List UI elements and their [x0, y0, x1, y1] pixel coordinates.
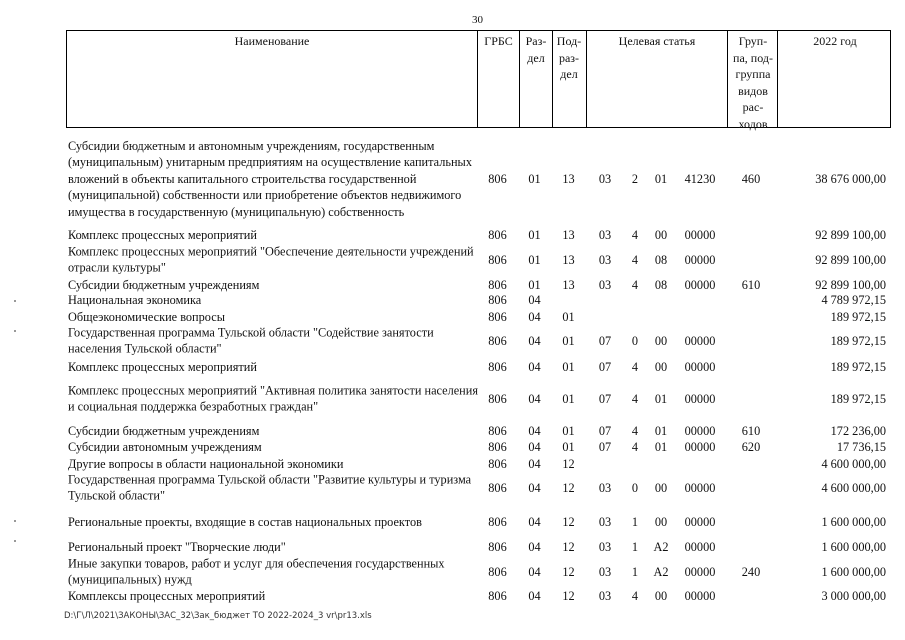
- cell-t3: 01: [654, 423, 668, 438]
- cell-t2: 4: [631, 439, 639, 454]
- cell-prz: 01: [562, 391, 575, 406]
- cell-rz: 01: [528, 277, 541, 292]
- cell-t1: 07: [598, 391, 612, 406]
- cell-sum: 189 972,15: [830, 391, 886, 406]
- row-name: Комплекс процессных мероприятий "Активная политика занятости населения и социальная поддержка безработных граждан": [68, 383, 478, 414]
- table-row: [66, 438, 891, 455]
- cell-t1: 03: [598, 277, 612, 292]
- cell-t1: 03: [598, 564, 612, 579]
- cell-prz: 13: [562, 171, 575, 186]
- cell-rz: 04: [528, 439, 541, 454]
- cell-grbs: 806: [488, 564, 507, 579]
- row-name: Государственная программа Тульской области "Содействие занятости населения Тульской области": [68, 325, 434, 356]
- cell-t1: 03: [598, 252, 612, 267]
- cell-t4: 00000: [684, 333, 716, 348]
- cell-sum: 4 600 000,00: [821, 480, 886, 495]
- page-number: 30: [472, 14, 483, 26]
- cell-t3: A2: [653, 564, 669, 579]
- cell-t3: 01: [654, 439, 668, 454]
- cell-sum: 17 736,15: [836, 439, 886, 454]
- cell-rz: 01: [528, 171, 541, 186]
- cell-t4: 00000: [684, 588, 716, 603]
- cell-t3: 01: [654, 391, 668, 406]
- cell-vr: 240: [741, 564, 761, 579]
- cell-rz: 04: [528, 309, 541, 324]
- scan-mark: [14, 300, 16, 302]
- cell-t2: 4: [631, 391, 639, 406]
- cell-rz: 04: [528, 292, 541, 307]
- cell-grbs: 806: [488, 391, 507, 406]
- cell-prz: 01: [562, 333, 575, 348]
- header-group: Груп- па, под- группа видов рас- ходов: [733, 34, 773, 131]
- cell-grbs: 806: [488, 333, 507, 348]
- cell-prz: 12: [562, 456, 575, 471]
- cell-t4: 00000: [684, 439, 716, 454]
- cell-prz: 01: [562, 423, 575, 438]
- cell-rz: 04: [528, 423, 541, 438]
- cell-t1: 03: [598, 588, 612, 603]
- cell-t3: 00: [654, 333, 668, 348]
- cell-t4: 00000: [684, 514, 716, 529]
- cell-t1: 07: [598, 359, 612, 374]
- cell-prz: 12: [562, 480, 575, 495]
- cell-t1: 03: [598, 514, 612, 529]
- cell-prz: 13: [562, 277, 575, 292]
- cell-rz: 04: [528, 480, 541, 495]
- row-name: Иные закупки товаров, работ и услуг для обеспечения государственных (муниципальных) нужд: [68, 556, 445, 587]
- cell-t2: 4: [631, 359, 639, 374]
- row-name: Национальная экономика: [68, 292, 202, 307]
- header-year: 2022 год: [813, 34, 857, 48]
- cell-t2: 1: [631, 539, 639, 554]
- cell-rz: 01: [528, 227, 541, 242]
- cell-sum: 189 972,15: [830, 309, 886, 324]
- table-row: [66, 358, 891, 375]
- row-name: Комплекс процессных мероприятий "Обеспечение деятельности учреждений отрасли культуры": [68, 244, 474, 275]
- row-name: Субсидии бюджетным учреждениям: [68, 277, 260, 292]
- row-name: Комплексы процессных мероприятий: [68, 588, 266, 603]
- cell-t2: 4: [631, 423, 639, 438]
- cell-t2: 0: [631, 480, 639, 495]
- header-razdel: Раз- дел: [525, 34, 547, 65]
- cell-sum: 4 600 000,00: [821, 456, 886, 471]
- cell-t2: 4: [631, 277, 639, 292]
- table-header: [66, 30, 891, 131]
- cell-prz: 01: [562, 359, 575, 374]
- cell-sum: 92 899 100,00: [815, 252, 886, 267]
- cell-sum: 4 789 972,15: [821, 292, 886, 307]
- cell-t3: 00: [654, 514, 668, 529]
- cell-grbs: 806: [488, 252, 507, 267]
- cell-rz: 04: [528, 514, 541, 529]
- scan-mark: [14, 330, 16, 332]
- cell-grbs: 806: [488, 227, 507, 242]
- cell-t3: 00: [654, 588, 668, 603]
- scan-mark: [14, 540, 16, 542]
- cell-t1: 03: [598, 171, 612, 186]
- table-row: [66, 243, 891, 276]
- cell-prz: 01: [562, 439, 575, 454]
- cell-t3: 08: [654, 252, 668, 267]
- cell-t4: 00000: [684, 359, 716, 374]
- table-row: [66, 292, 891, 308]
- cell-sum: 189 972,15: [830, 359, 886, 374]
- cell-t4: 00000: [684, 564, 716, 579]
- cell-vr: 610: [741, 277, 761, 292]
- cell-t2: 1: [631, 564, 639, 579]
- divider: [727, 31, 728, 127]
- cell-prz: 01: [562, 309, 575, 324]
- cell-sum: 92 899 100,00: [815, 227, 886, 242]
- table-row: [66, 505, 891, 538]
- table-row: [66, 538, 891, 555]
- table-row: [66, 455, 891, 472]
- row-name: Другие вопросы в области национальной экономики: [68, 456, 344, 471]
- cell-t4: 41230: [684, 171, 716, 186]
- cell-prz: 12: [562, 514, 575, 529]
- row-name: Региональные проекты, входящие в состав национальных проектов: [68, 514, 422, 529]
- cell-t1: 07: [598, 333, 612, 348]
- cell-vr: 460: [741, 171, 761, 186]
- cell-vr: 610: [741, 423, 761, 438]
- cell-prz: 12: [562, 539, 575, 554]
- header-name: Наименование: [234, 34, 310, 48]
- cell-t2: 4: [631, 588, 639, 603]
- file-path: D:\Г\Л\2021\ЗАКОНЫ\ЗАС_32\Зак_бюджет ТО 2022-2024_3 vr\pr13.xls: [64, 611, 372, 621]
- cell-grbs: 806: [488, 456, 507, 471]
- cell-sum: 172 236,00: [830, 423, 886, 438]
- cell-grbs: 806: [488, 588, 507, 603]
- cell-prz: 12: [562, 588, 575, 603]
- cell-t1: 07: [598, 423, 612, 438]
- cell-t4: 00000: [684, 277, 716, 292]
- row-name: Субсидии бюджетным учреждениям: [68, 423, 260, 438]
- cell-rz: 04: [528, 539, 541, 554]
- cell-grbs: 806: [488, 277, 507, 292]
- cell-t1: 03: [598, 480, 612, 495]
- table-row: [66, 276, 891, 293]
- cell-t3: A2: [653, 539, 669, 554]
- cell-sum: 1 600 000,00: [821, 539, 886, 554]
- cell-grbs: 806: [488, 480, 507, 495]
- cell-t4: 00000: [684, 391, 716, 406]
- row-name: Комплекс процессных мероприятий: [68, 359, 257, 374]
- table-row: [66, 324, 891, 358]
- cell-t2: 4: [631, 252, 639, 267]
- cell-rz: 04: [528, 588, 541, 603]
- table-row: [66, 471, 891, 505]
- table-row: [66, 555, 891, 588]
- cell-sum: 38 676 000,00: [815, 171, 886, 186]
- row-name: Государственная программа Тульской области "Развитие культуры и туризма Тульской области": [68, 472, 472, 503]
- header-target: Целевая статья: [618, 34, 696, 48]
- cell-sum: 1 600 000,00: [821, 514, 886, 529]
- cell-grbs: 806: [488, 439, 507, 454]
- cell-grbs: 806: [488, 359, 507, 374]
- cell-rz: 04: [528, 333, 541, 348]
- cell-t3: 00: [654, 480, 668, 495]
- row-name: Комплекс процессных мероприятий: [68, 227, 257, 242]
- cell-sum: 1 600 000,00: [821, 564, 886, 579]
- table-row: [66, 422, 891, 439]
- cell-t3: 01: [654, 171, 668, 186]
- cell-grbs: 806: [488, 292, 507, 307]
- table-row: [66, 376, 891, 422]
- cell-t4: 00000: [684, 480, 716, 495]
- row-name: Региональный проект "Творческие люди": [68, 539, 286, 554]
- scan-mark: [14, 520, 16, 522]
- cell-rz: 04: [528, 391, 541, 406]
- cell-t4: 00000: [684, 252, 716, 267]
- cell-t2: 2: [631, 171, 639, 186]
- header-podrazdel: Под- раз- дел: [556, 34, 582, 81]
- cell-t2: 4: [631, 227, 639, 242]
- cell-t3: 00: [654, 359, 668, 374]
- cell-sum: 92 899 100,00: [815, 277, 886, 292]
- cell-t3: 00: [654, 227, 668, 242]
- cell-grbs: 806: [488, 539, 507, 554]
- cell-grbs: 806: [488, 514, 507, 529]
- cell-sum: 3 000 000,00: [821, 588, 886, 603]
- divider: [519, 31, 520, 127]
- table-row: [66, 587, 891, 604]
- table-row: [66, 226, 891, 243]
- cell-t4: 00000: [684, 423, 716, 438]
- table-row: [66, 308, 891, 325]
- cell-prz: 13: [562, 252, 575, 267]
- cell-rz: 01: [528, 252, 541, 267]
- cell-t3: 08: [654, 277, 668, 292]
- cell-t4: 00000: [684, 227, 716, 242]
- row-name: Общеэкономические вопросы: [68, 309, 225, 324]
- cell-prz: 12: [562, 564, 575, 579]
- cell-t1: 03: [598, 539, 612, 554]
- cell-sum: 189 972,15: [830, 333, 886, 348]
- cell-t1: 03: [598, 227, 612, 242]
- cell-grbs: 806: [488, 423, 507, 438]
- cell-t1: 07: [598, 439, 612, 454]
- cell-prz: 13: [562, 227, 575, 242]
- cell-t4: 00000: [684, 539, 716, 554]
- cell-grbs: 806: [488, 171, 507, 186]
- cell-rz: 04: [528, 456, 541, 471]
- cell-vr: 620: [741, 439, 761, 454]
- row-name: Субсидии бюджетным и автономным учреждениям, государственным (муниципальным) унитарным предприятиям на осуществление капитальных вложений в объекты капитального строительства государственной (муниципальной) собственности или приобретение объектов недвижимого имущества в государственную (муниципальную) собственность: [68, 138, 472, 219]
- divider: [552, 31, 553, 127]
- cell-grbs: 806: [488, 309, 507, 324]
- row-name: Субсидии автономным учреждениям: [68, 439, 262, 454]
- cell-rz: 04: [528, 359, 541, 374]
- cell-t2: 0: [631, 333, 639, 348]
- cell-t2: 1: [631, 514, 639, 529]
- header-grbs: ГРБС: [484, 34, 513, 48]
- table-row: [66, 130, 891, 228]
- cell-rz: 04: [528, 564, 541, 579]
